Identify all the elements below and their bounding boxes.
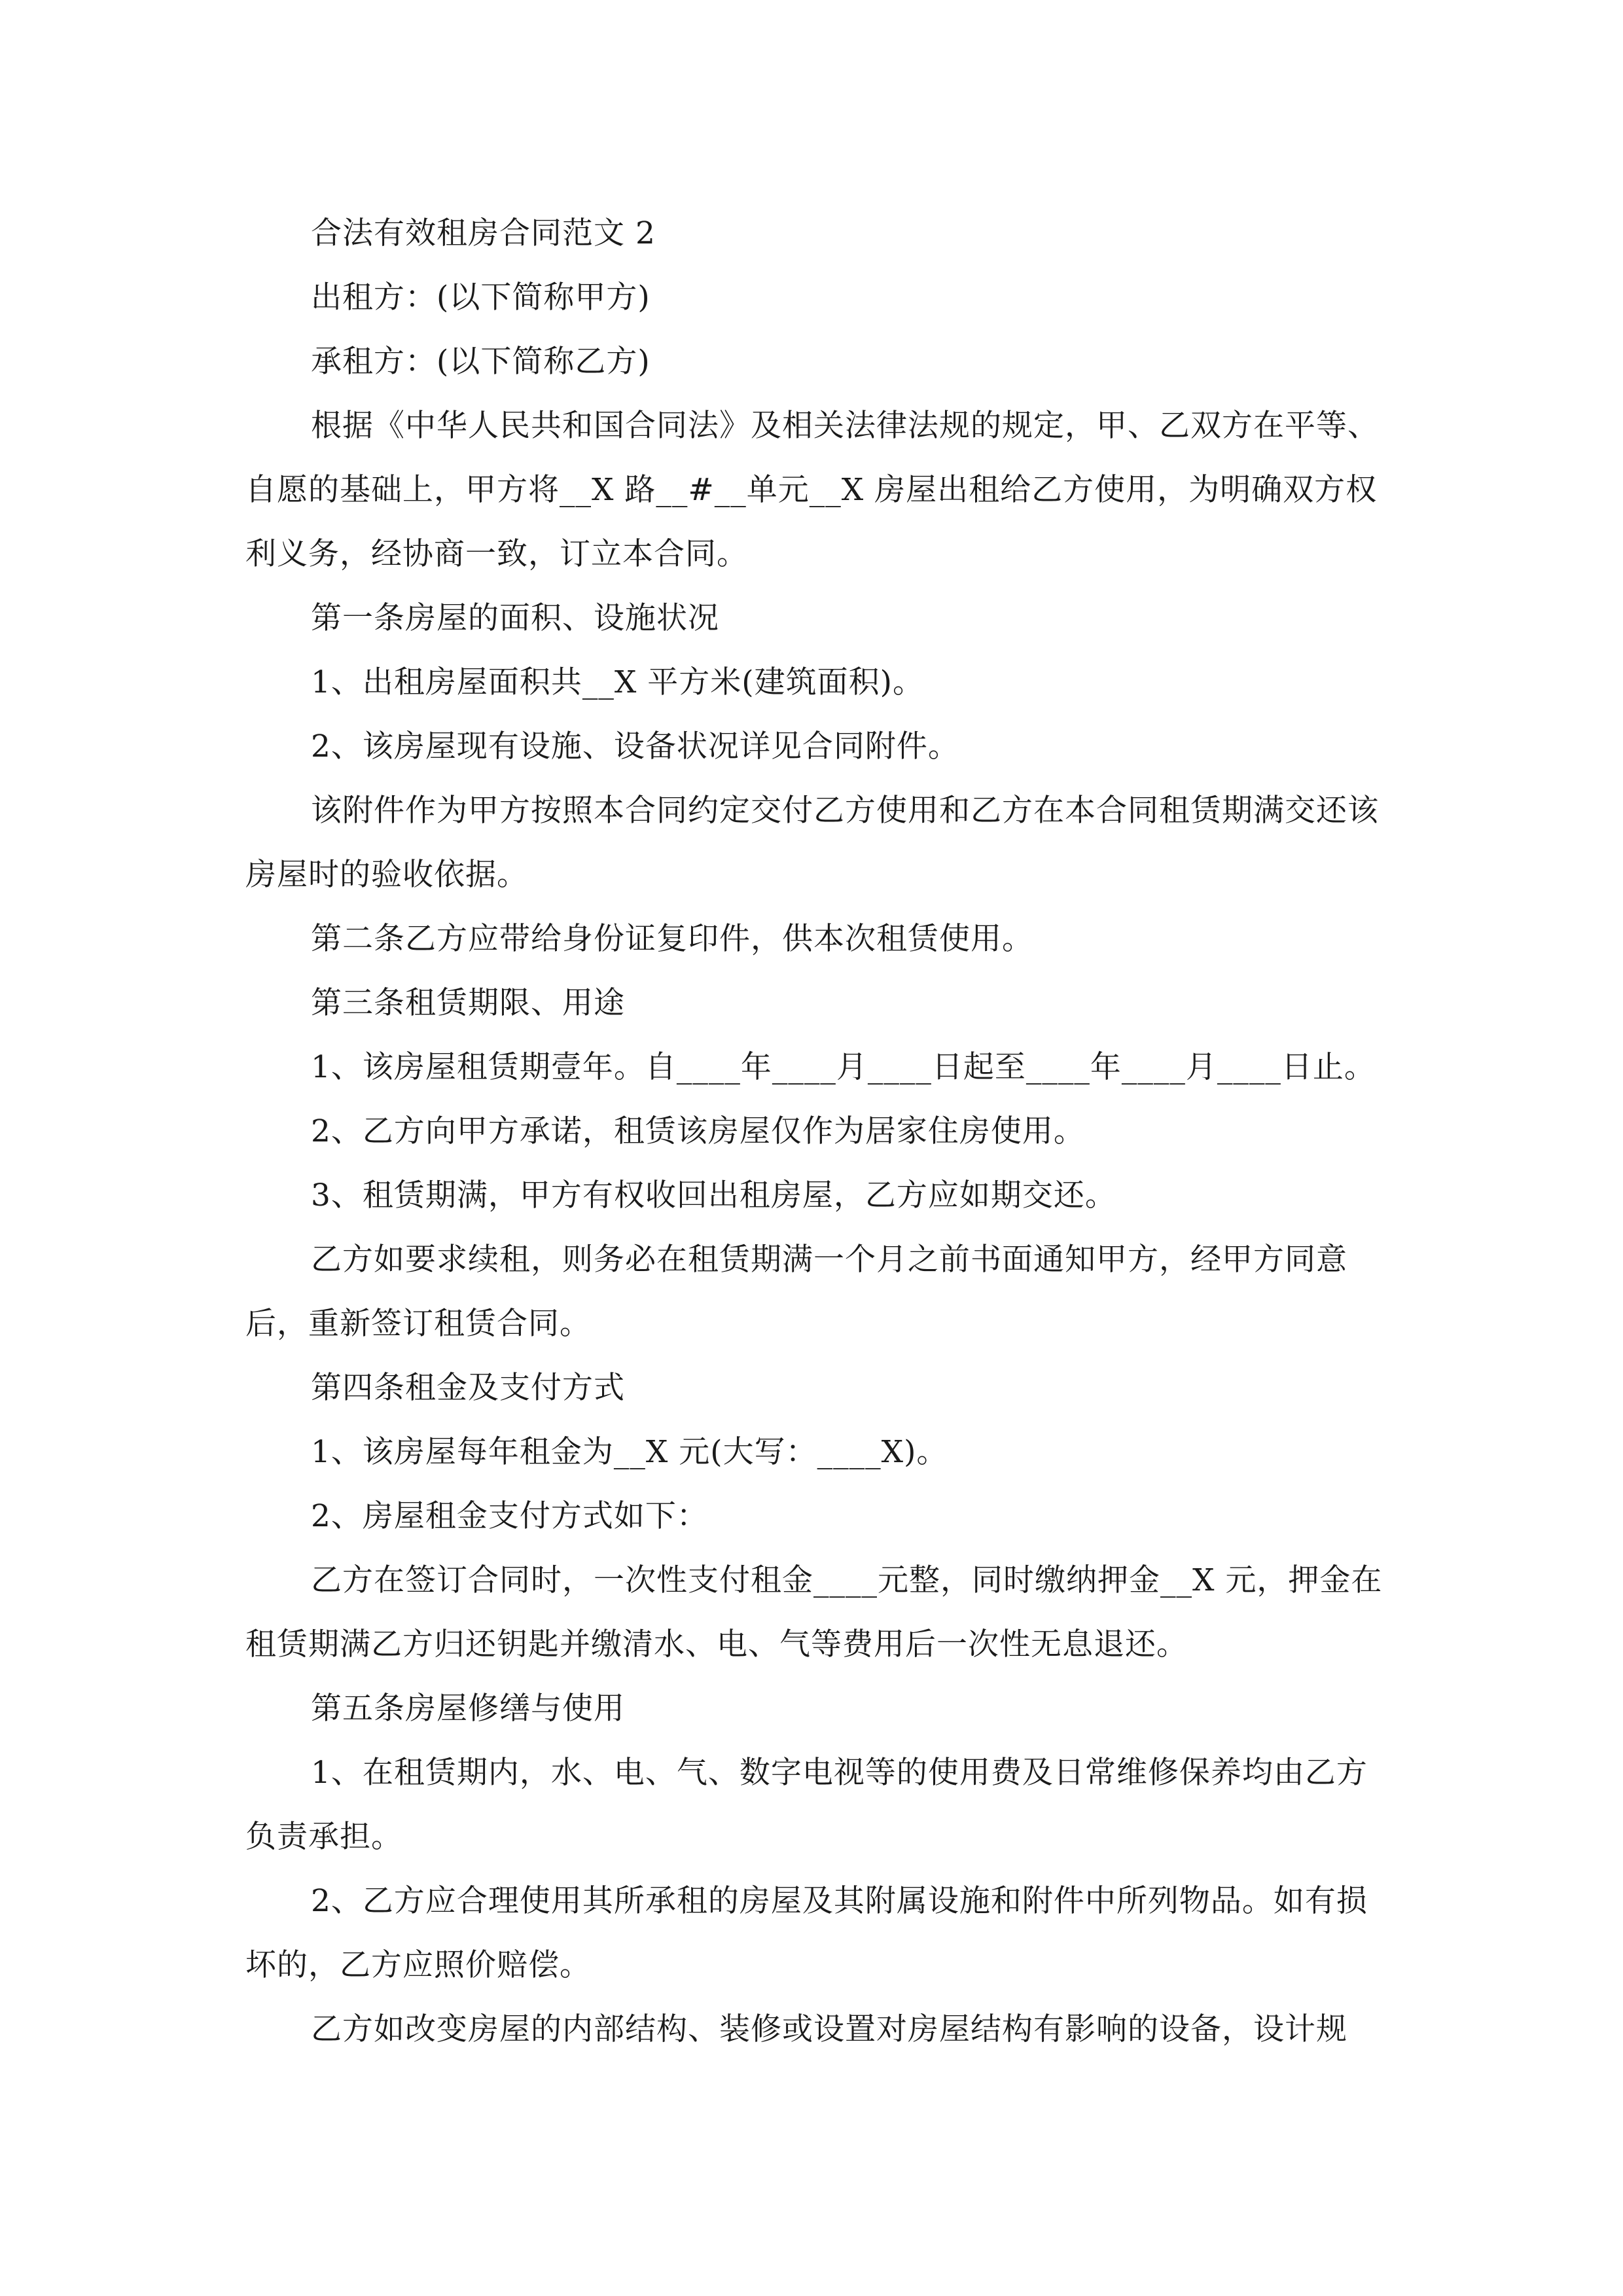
article-4-payment: 乙方在签订合同时，一次性支付租金____元整，同时缴纳押金__X 元，押金在租赁期满乙方归还钥匙并缴清水、电、气等费用后一次性无息退还。 (245, 1562, 1383, 1662)
article-2-heading: 第二条乙方应带给身份证复印件，供本次租赁使用。 (311, 921, 1033, 957)
article-1-item-2: 2、该房屋现有设施、设备状况详见合同附件。 (311, 728, 959, 764)
article-4-item-1: 1、该房屋每年租金为__X 元(大写：____X)。 (311, 1434, 948, 1470)
paragraph-lessor: 出租方：(以下简称甲方) (311, 279, 651, 315)
document-title: 合法有效租房合同范文 2 (311, 215, 656, 251)
article-5-item-2: 2、乙方应合理使用其所承租的房屋及其附属设施和附件中所列物品。如有损坏的，乙方应照价赔偿。 (245, 1883, 1368, 1983)
article-3-item-1: 1、该房屋租赁期壹年。自____年____月____日起至____年____月____日止。 (311, 1049, 1376, 1085)
article-1-heading: 第一条房屋的面积、设施状况 (311, 600, 719, 636)
article-3-heading: 第三条租赁期限、用途 (311, 985, 625, 1021)
document-body (245, 202, 1387, 2062)
paragraph-preamble: 根据《中华人民共和国合同法》及相关法律法规的规定，甲、乙双方在平等、自愿的基础上，甲方将__X 路__#__单元__X 房屋出租给乙方使用，为明确双方权利义务，经协商一致，订立本合同。 (245, 408, 1379, 572)
article-1-item-1: 1、出租房屋面积共__X 平方米(建筑面积)。 (311, 664, 924, 700)
article-3-item-2: 2、乙方向甲方承诺，租赁该房屋仅作为居家住房使用。 (311, 1113, 1085, 1149)
article-3-renewal: 乙方如要求续租，则务必在租赁期满一个月之前书面通知甲方，经甲方同意后，重新签订租赁合同。 (245, 1242, 1347, 1342)
article-5-heading: 第五条房屋修缮与使用 (311, 1691, 625, 1727)
article-1-note: 该附件作为甲方按照本合同约定交付乙方使用和乙方在本合同租赁期满交还该房屋时的验收依据。 (245, 793, 1379, 893)
article-3-item-3: 3、租赁期满，甲方有权收回出租房屋，乙方应如期交还。 (311, 1177, 1116, 1213)
article-5-item-1: 1、在租赁期内，水、电、气、数字电视等的使用费及日常维修保养均由乙方负责承担。 (245, 1755, 1368, 1855)
paragraph-lessee: 承租方：(以下简称乙方) (311, 344, 651, 380)
article-4-item-2: 2、房屋租金支付方式如下： (311, 1498, 708, 1534)
article-5-alteration: 乙方如改变房屋的内部结构、装修或设置对房屋结构有影响的设备，设计规 (311, 2011, 1347, 2047)
article-4-heading: 第四条租金及支付方式 (311, 1370, 625, 1406)
